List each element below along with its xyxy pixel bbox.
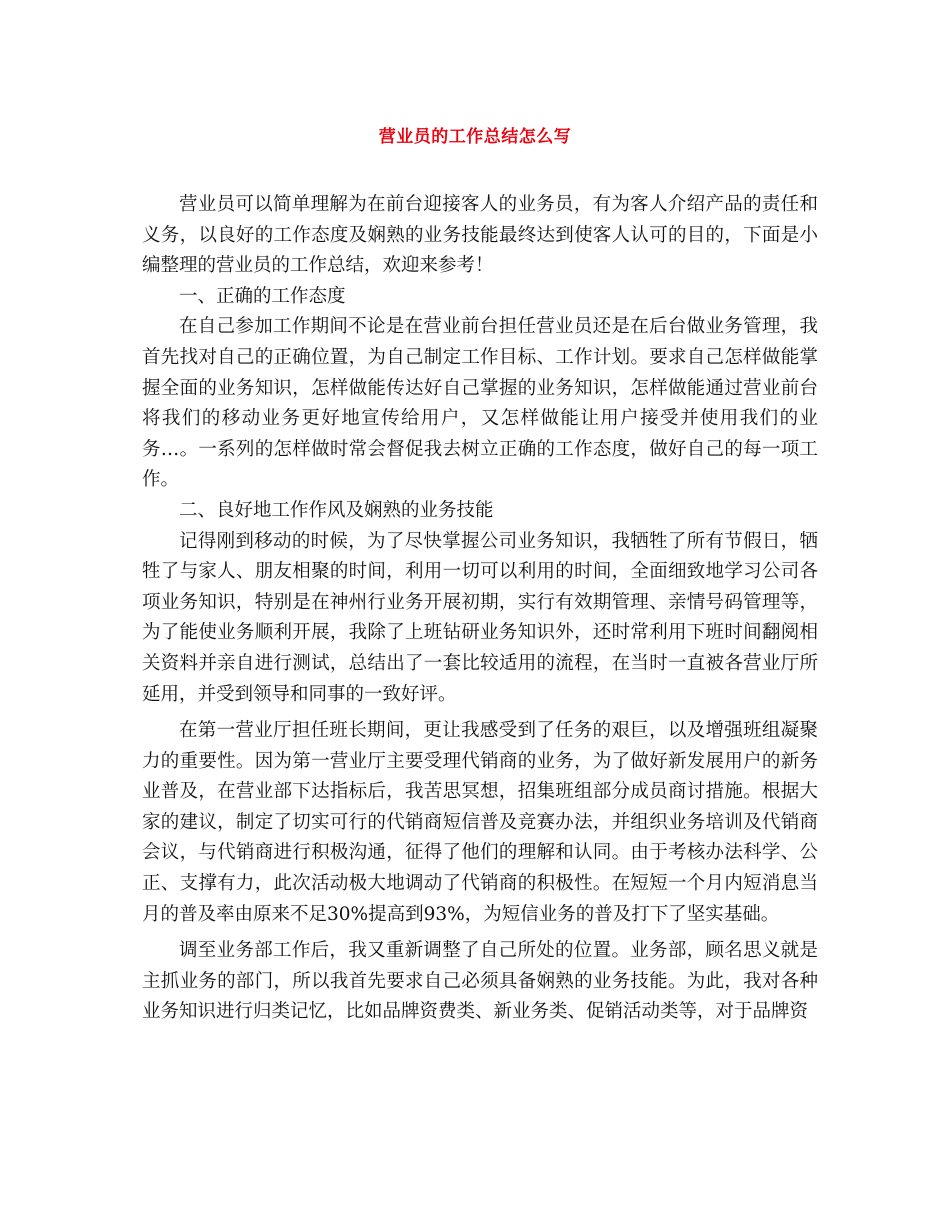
body-paragraph: 在第一营业厅担任班长期间，更让我感受到了任务的艰巨，以及增强班组凝聚力的重要性。因为第一营业厅主要受理代销商的业务，为了做好新发展用户的新务业普及，在营业部下达指标后，我苦思冥想，招集班组部分成员商讨措施。根据大家的建议，制定了切实可行的代销商短信普及竞赛办法，并组织业务培训及代销商会议，与代销商进行积极沟通，征得了他们的理解和认同。由于考核办法科学、公正、支撑有力，此次活动极大地调动了代销商的积极性。在短短一个月内短消息当月的普及率由原来不足30%提高到93%，为短信业务的普及打下了坚实基础。 [142, 720, 818, 925]
intro-paragraph: 营业员可以简单理解为在前台迎接客人的业务员，有为客人介绍产品的责任和义务，以良好的工作态度及娴熟的业务技能最终达到使客人认可的目的，下面是小编整理的营业员的工作总结，欢迎来参考！ [142, 194, 818, 277]
document-title: 营业员的工作总结怎么写 [378, 127, 572, 147]
body-paragraph: 在自己参加工作期间不论是在营业前台担任营业员还是在后台做业务管理，我首先找对自己的正确位置，为自己制定工作目标、工作计划。要求自己怎样做能掌握全面的业务知识，怎样做能传达好自己掌握的业务知识，怎样做能通过营业前台将我们的移动业务更好地宣传给用户，又怎样做能让用户接受并使用我们的业务…。一系列的怎样做时常会督促我去树立正确的工作态度，做好自己的每一项工作。 [142, 316, 818, 491]
section-heading-1: 一、正确的工作态度 [179, 285, 346, 307]
body-paragraph: 记得刚到移动的时候，为了尽快掌握公司业务知识，我牺牲了所有节假日，牺牲了与家人、朋友相聚的时间，利用一切可以利用的时间，全面细致地学习公司各项业务知识，特别是在神州行业务开展初期，实行有效期管理、亲情号码管理等，为了能使业务顺利开展，我除了上班钻研业务知识外，还时常利用下班时间翻阅相关资料并亲自进行测试，总结出了一套比较适用的流程，在当时一直被各营业厅所延用，并受到领导和同事的一致好评。 [142, 530, 818, 705]
section-heading-2: 二、良好地工作作风及娴熟的业务技能 [179, 499, 494, 521]
body-paragraph: 调至业务部工作后，我又重新调整了自己所处的位置。业务部，顾名思义就是主抓业务的部门，所以我首先要求自己必须具备娴熟的业务技能。为此，我对各种业务知识进行归类记忆，比如品牌资费类、新业务类、促销活动类等，对于品牌资 [142, 940, 818, 1023]
document-body [142, 190, 818, 1028]
